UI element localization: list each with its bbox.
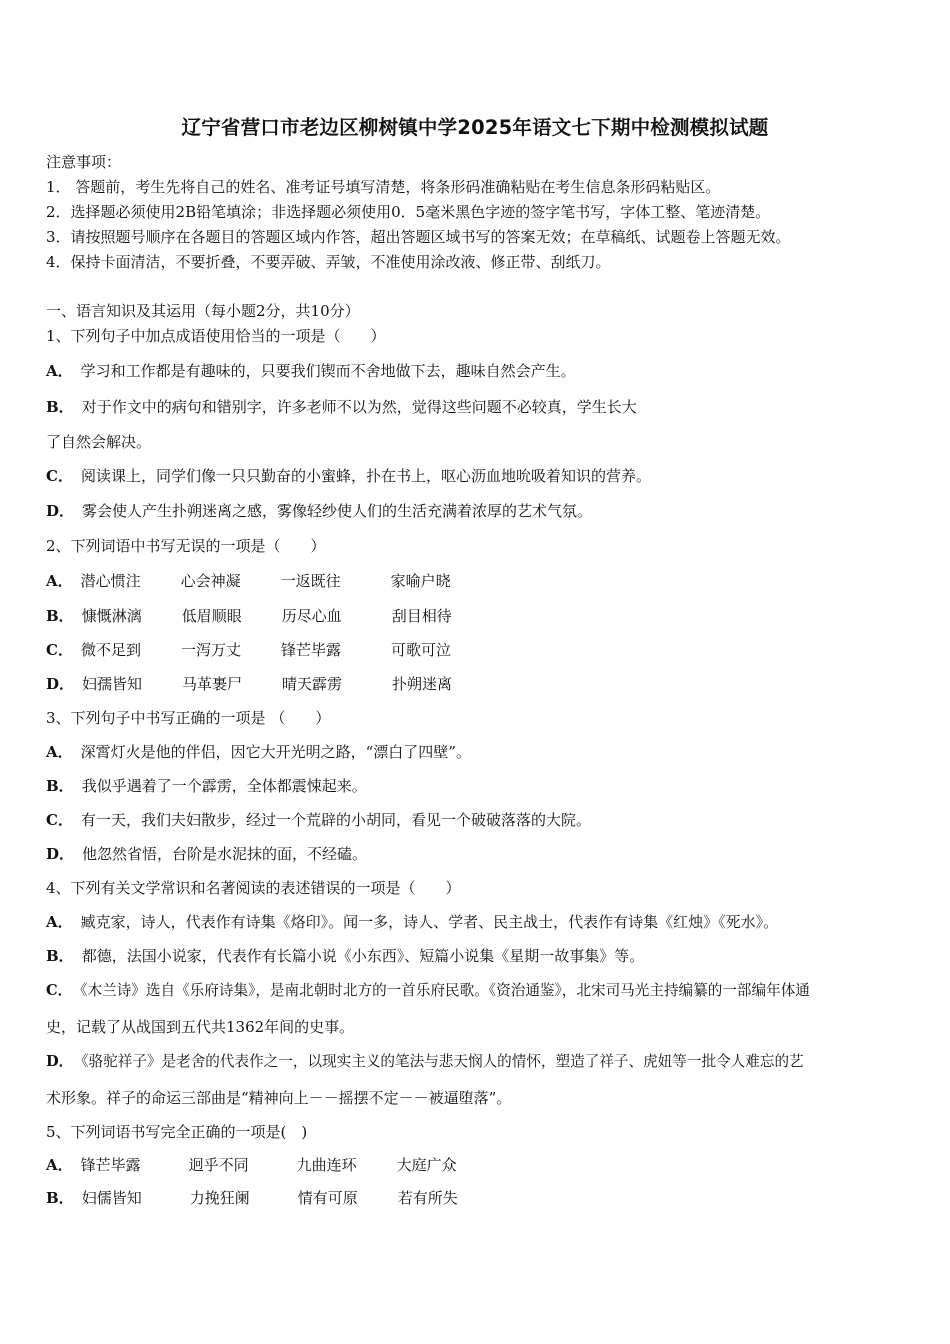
option-text: 深霄灯火是他的伴侣，因它大开光明之路，“漂白了四壁”。: [80, 743, 471, 761]
option-label: D．: [46, 1053, 74, 1070]
word: 慷慨淋漓: [81, 607, 142, 625]
option-label: A．: [46, 743, 73, 761]
q1-option-b: [46, 397, 637, 417]
q1-option-d: [46, 501, 592, 521]
word: 微不足到: [80, 641, 141, 659]
option-label: C．: [46, 982, 73, 999]
q2-option-c: [46, 640, 451, 660]
q5-stem: 5、下列词语书写完全正确的一项是( ): [46, 1123, 308, 1141]
word: 历尽心血: [281, 607, 342, 625]
q1-option-c: [46, 466, 651, 486]
word: 心会神凝: [180, 572, 241, 590]
notice-item-2: 2．选择题必须使用2B铅笔填涂；非选择题必须使用0．5毫米黑色字迹的签字笔书写，字体工整、笔迹清楚。: [46, 203, 771, 221]
q4-option-c: [46, 981, 810, 1001]
word: 扑朔迷离: [392, 675, 453, 693]
word: 马革裹尸: [182, 675, 243, 693]
word: 力挽狂阑: [189, 1189, 250, 1207]
word: 妇儒皆知: [81, 1189, 142, 1207]
q5-option-a: [46, 1155, 457, 1175]
word: 一返既往: [280, 572, 341, 590]
word: 潜心惯注: [80, 572, 141, 590]
word: 刮目相待: [391, 607, 452, 625]
q2-stem: 2、下列词语中书写无误的一项是（ ）: [46, 537, 326, 555]
option-label: C．: [46, 467, 73, 485]
q4-option-d-continued: 术形象。祥子的命运三部曲是“精神向上－－摇摆不定－－被逼堕落”。: [46, 1089, 512, 1107]
option-text: 他忽然省悟，台阶是水泥抹的面，不经磕。: [82, 845, 368, 863]
option-label: B．: [46, 398, 74, 416]
option-label: A．: [46, 362, 73, 380]
notice-item-4: 4．保持卡面清洁，不要折叠，不要弄破、弄皱，不准使用涂改液、修正带、刮纸刀。: [46, 253, 611, 271]
option-text: 《骆驼祥子》是老舍的代表作之一，以现实主义的笔法与悲天悯人的情怀，塑造了祥子、虎妞等一批令人难忘的艺: [81, 1053, 804, 1070]
notice-item-3: 3．请按照题号顺序在各题目的答题区域内作答，超出答题区域书写的答案无效；在草稿纸、试题卷上答题无效。: [46, 228, 791, 246]
option-label: D．: [46, 502, 75, 520]
q1-option-b-continued: 了自然会解决。: [46, 433, 152, 451]
option-text: 阅读课上，同学们像一只只勤奋的小蜜蜂，扑在书上，呕心沥血地吮吸着知识的营养。: [80, 467, 651, 485]
option-text: 我似乎遇着了一个霹雳，全体都震悚起来。: [81, 777, 367, 795]
option-label: B．: [46, 1189, 74, 1207]
word: 锋芒毕露: [80, 1156, 141, 1174]
option-label: A．: [46, 1156, 73, 1174]
q4-option-c-continued: 史，记载了从战国到五代共1362年间的史事。: [46, 1018, 355, 1036]
option-text: 学习和工作都是有趣味的，只要我们锲而不舍地做下去，趣味自然会产生。: [80, 362, 576, 380]
option-text: 对于作文中的病句和错别字，许多老师不以为然，觉得这些问题不必较真，学生长大: [81, 398, 637, 416]
option-text: 臧克家，诗人，代表作有诗集《烙印》。闻一多，诗人、学者、民主战士，代表作有诗集《红烛》《死水》。: [80, 913, 779, 931]
word: 若有所失: [397, 1189, 458, 1207]
q3-option-b: [46, 776, 367, 796]
notice-heading: 注意事项：: [46, 153, 122, 171]
word: 妇孺皆知: [82, 675, 143, 693]
word: 锋芒毕露: [280, 641, 341, 659]
word: 情有可原: [297, 1189, 358, 1207]
option-label: D．: [46, 845, 75, 863]
option-text: 雾会使人产生扑朔迷离之感，雾像轻纱使人们的生活充满着浓厚的艺术气氛。: [82, 502, 593, 520]
word: 大庭广众: [396, 1156, 457, 1174]
q3-option-c: [46, 810, 591, 830]
option-label: A．: [46, 913, 73, 931]
q2-option-d: [46, 674, 452, 694]
word: 一泻万丈: [180, 641, 241, 659]
word: 低眉顺眼: [181, 607, 242, 625]
q1-option-a: [46, 361, 576, 381]
option-label: A．: [46, 572, 73, 590]
q5-option-b: [46, 1188, 458, 1208]
option-label: D．: [46, 675, 75, 693]
word: 九曲连环: [296, 1156, 357, 1174]
notice-item-1: 1． 答题前，考生先将自己的姓名、准考证号填写清楚，将条形码准确粘贴在考生信息条形码粘贴区。: [46, 178, 721, 196]
q4-option-a: [46, 912, 778, 932]
q4-stem: 4、下列有关文学常识和名著阅读的表述错误的一项是（ ）: [46, 879, 461, 897]
q4-option-b: [46, 946, 644, 966]
option-label: C．: [46, 641, 73, 659]
q3-stem: 3、下列句子中书写正确的一项是 （ ）: [46, 709, 331, 727]
q1-stem: 1、下列句子中加点成语使用恰当的一项是（ ）: [46, 327, 386, 345]
word: 家喻户晓: [390, 572, 451, 590]
option-label: C．: [46, 811, 73, 829]
q2-option-b: [46, 606, 452, 626]
option-text: 都德，法国小说家，代表作有长篇小说《小东西》、短篇小说集《星期一故事集》等。: [81, 947, 645, 965]
word: 晴天霹雳: [282, 675, 343, 693]
exam-title: 辽宁省营口市老边区柳树镇中学2025年语文七下期中检测模拟试题: [181, 116, 769, 139]
q3-option-a: [46, 742, 471, 762]
word: 可歌可泣: [390, 641, 451, 659]
q4-option-d: [46, 1052, 804, 1072]
q2-option-a: [46, 571, 451, 591]
option-label: B．: [46, 607, 74, 625]
option-text: 《木兰诗》选自《乐府诗集》，是南北朝时北方的一首乐府民歌。《资治通鉴》，北宋司马光主持编纂的一部编年体通: [80, 982, 810, 999]
option-label: B．: [46, 777, 74, 795]
word: 迥乎不同: [188, 1156, 249, 1174]
section-heading: 一、语言知识及其运用（每小题2分，共10分）: [46, 302, 360, 320]
q3-option-d: [46, 844, 367, 864]
option-text: 有一天，我们夫妇散步，经过一个荒辟的小胡同，看见一个破破落落的大院。: [80, 811, 591, 829]
option-label: B．: [46, 947, 74, 965]
